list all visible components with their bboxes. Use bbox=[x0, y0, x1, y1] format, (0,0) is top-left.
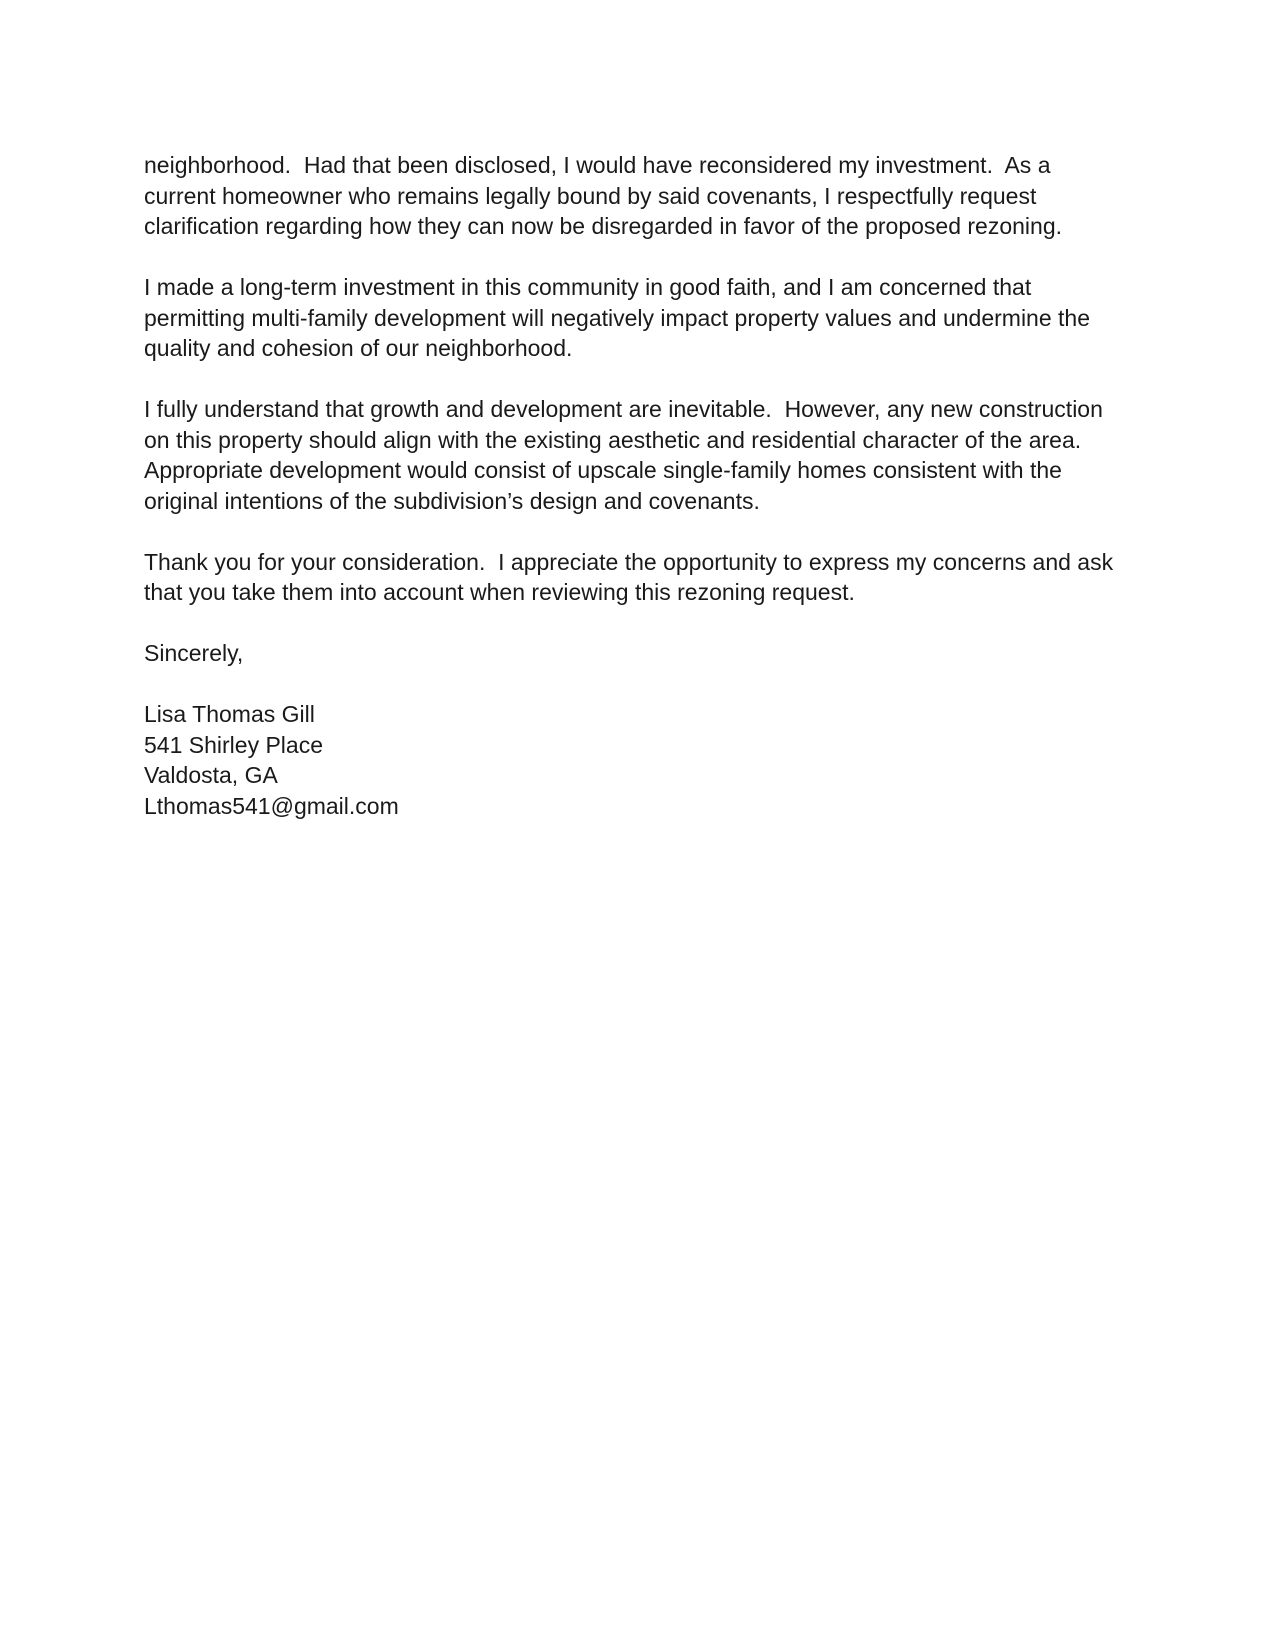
signature-block bbox=[144, 699, 1125, 821]
body-paragraph-3: I fully understand that growth and development are inevitable. However, any new construction on this property should align with the existing aesthetic and residential character of the area. Appropriate development would consist of upscale single-family homes consistent with the original intentions of the subdivision’s design and covenants. bbox=[144, 396, 1110, 514]
signature-name: Lisa Thomas Gill bbox=[144, 701, 315, 727]
body-paragraph-4: Thank you for your consideration. I appreciate the opportunity to express my concerns and ask that you take them into account when reviewing this rezoning request. bbox=[144, 548, 1120, 605]
signature-email: Lthomas541@gmail.com bbox=[144, 792, 399, 819]
signature-street-address: 541 Shirley Place bbox=[144, 731, 323, 758]
body-paragraph-1: neighborhood. Had that been disclosed, I would have reconsidered my investment. As a current homeowner who remains legally bound by said covenants, I respectfully request clarification regarding how they can now be disregarded in favor of the proposed rezoning. bbox=[144, 152, 1063, 239]
signature-city-state: Valdosta, GA bbox=[144, 762, 278, 788]
closing-salutation: Sincerely, bbox=[144, 640, 244, 666]
body-paragraph-2: I made a long-term investment in this community in good faith, and I am concerned that permitting multi-family development will negatively impact property values and undermine the quality and cohesion of our neighborhood. bbox=[144, 274, 1097, 361]
